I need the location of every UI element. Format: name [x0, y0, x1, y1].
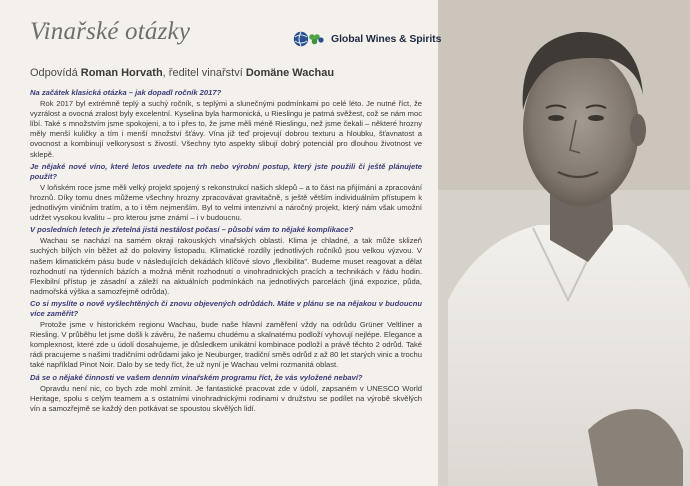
answer: Wachau se nachází na samém okraji rakouských vinařských oblastí. Klima je chladné, a tak může sklizeň suchých bílých vín běžet až do poloviny listopadu. Klimatické rozdíly jednotlivých ročníků jsou velkou výzvou. V našem klimatickém pásu bude v následujících dekádách klíčové slovo „flexibilita". Budeme muset reagovat a dělat rozhodnutí na týdenních bázích a možná měnit rozhodnutí o vinohradnických pracích a technikách v řádu hodin. Flexibilní přístup je zásadní a záleží na aktuálních podmínkách na jednotlivých parcelách (jiná expozice, půda, nadmořská výška a samozřejmě odrůda). [30, 236, 422, 296]
portrait-illustration [438, 0, 690, 486]
answer: Protože jsme v historickém regionu Wachau, bude naše hlavní zaměření vždy na odrůdu Grüner Veltliner a Riesling. V průběhu let jsme došli k závěru, že našemu chudému a skalnatému podloží vyhovují nejlépe. Elegance a komplexnost, které zde u údolí dosahujeme, je důsledkem unikátní kombinace podloží a právě těchto 2 odrůd. Také rádi pracujeme s našimi tradičními odrůdami jako je Neuburger, tradiční směs odrůd z až 80 let starých vinic a trochu také například Pinot Noir. Dalo by se tedy říct, že už nyní je Wachau velmi rozmanitá oblast. [30, 320, 422, 370]
globe-grapes-icon [293, 31, 327, 47]
interviewee-name: Roman Horvath [80, 67, 163, 79]
winery-name: Domäne Wachau [245, 67, 335, 79]
page-title: Vinařské otázky [30, 18, 191, 45]
answer: V loňském roce jsme měli velký projekt spojený s rekonstrukcí našich sklepů – a to část na přijímání a zpracování hroznů. Díky tomu dnes můžeme všechny hrozny zpracovávat gravitačně, s ještě větším individuálním přístupem k jednotlivým viničním tratím, a to i těm nejmenším. Byl to velmi intenzivní a náročný projekt, který nám však umožní udržet vysokou kvalitu – pro kterou jsme známí – i v budoucnu. [30, 182, 422, 223]
question: Co si myslíte o nově vyšlechtěných či znovu objevených odrůdách. Máte v plánu se na nějakou v budoucnu více zaměřit? [30, 298, 422, 318]
interview-body [30, 86, 422, 415]
logo-text: Global Wines & Spirits [331, 33, 442, 45]
subtitle [30, 67, 334, 79]
answer: Opravdu není nic, co bych zde mohl zmínit. Je fantastické pracovat zde v údolí, zapsaném v UNESCO World Heritage, spolu s celým teamem a s ostatními vinohradnickými rodinami v družstvu se podílet na výrobě skvělých vín a samozřejmě se každý den potkávat se spoustou skvělých lidí. [30, 383, 422, 413]
question: V posledních letech je zřetelná jistá nestálost počasí – působí vám to nějaké komplikace? [30, 225, 354, 235]
subtitle-prefix: Odpovídá [30, 67, 81, 79]
question: Je nějaké nové víno, které letos uvedete na trh nebo výrobní postup, který jste použili či ještě plánujete použít? [30, 161, 422, 181]
subtitle-middle: , ředitel vinařství [162, 67, 246, 79]
logo [293, 31, 441, 47]
answer: Rok 2017 byl extrémně teplý a suchý ročník, s teplými a slunečnými podmínkami po celé léto. Je nutné říct, že vyzrálost a ovocná zralost byly excelentní. Kyselina byla harmonická, u Rieslingu je patrná svěžest, což se nám moc líbí. Také s množstvím jsme spokojeni, a to i přes to, že jsme měli méně Rieslingu, než jsme čekali – některé hrozny měly menší kuličky a tím i menší množství šťávy. Vína již teď projevují dobrou texturu a hloubku, šťavnatost a ovocnost a kombinují velkorysost s živostí. Všechny tyto aspekty slibují dobrý potenciál pro dlouhou životnost ve sklepě. [30, 99, 422, 159]
question: Dá se o nějaké činnosti ve vašem denním vinařském programu říct, že vás vyložené nebaví? [30, 372, 363, 382]
question: Na začátek klasická otázka – jak dopadl ročník 2017? [30, 88, 222, 97]
portrait-photo [438, 0, 690, 486]
